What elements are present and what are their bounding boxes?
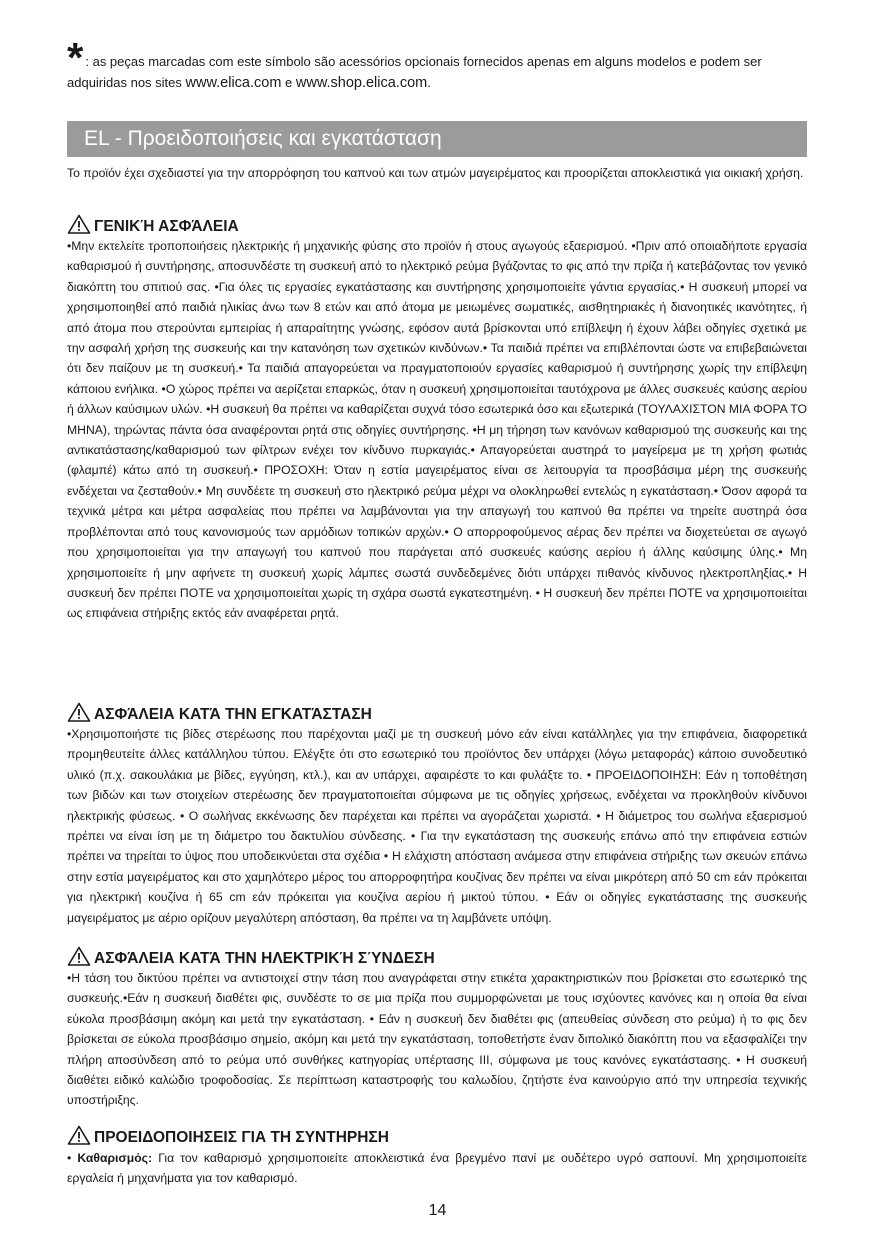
section-title: EL - Προειδοποιήσεις και εγκατάσταση: [67, 121, 807, 157]
heading-maintenance-text: ΠΡΟΕΙΔΟΠΟΙΗΣΕΙΣ ΓΙΑ ΤΗ ΣΥΝΤΗΡΗΣΗ: [94, 1129, 389, 1146]
heading-installation-safety-text: ΑΣΦΆΛΕΙΑ ΚΑΤΆ ΤΗΝ ΕΓΚΑΤΆΣΤΑΣΗ: [94, 706, 372, 723]
warning-icon: [67, 702, 91, 722]
heading-electrical-safety: [67, 946, 807, 970]
maintenance-text: [67, 1148, 807, 1189]
note-joiner: e: [281, 75, 296, 90]
heading-electrical-safety-text: ΑΣΦΆΛΕΙΑ ΚΑΤΆ ΤΗΝ ΗΛΕΚΤΡΙΚΉ ΣΎΝΔΕΣΗ: [94, 950, 435, 967]
general-safety-text: •Μην εκτελείτε τροποποιήσεις ηλεκτρικής ή μηχανικής φύσης στο προϊόν ή στους αγωγούς εξαερισμού. •Πριν από οποιαδήποτε εργασία καθαρισμού ή συντήρησης, αποσυνδέστε τη συσκευή από το ηλεκτρικό ρεύμα βγάζοντας το φις από την πρίζα ή κατεβάζοντας τον γενικό διακόπτη του σπιτιού σας. •Για όλες τις εργασίες εγκατάστασης και συντήρησης χρησιμοποιείτε γάντια εργασίας.• Η συσκευή μπορεί να χρησιμοποιηθεί από παιδιά ηλικίας άνω των 8 ετών και από άτομα με μειωμένες σωματικές, αισθητηριακές ή διανοητικές ικανότητες, ή από άτομα που στερούνται εμπειρίας ή απαραίτητης γνώσης, εφόσον αυτά βρίσκονται υπό επίβλεψη ή έχουν λάβει οδηγίες σχετικά με την ασφαλή χρήση της συσκευής και την κατανόηση των σχετικών κινδύνων.• Τα παιδιά πρέπει να επιβλέπονται ώστε να επιβεβαιώνεται ότι δεν παίζουν με τη συσκευή.• Τα παιδιά απαγορεύεται να πραγματοποιούν εργασίες καθαρισμού ή συντήρησης χωρίς την επίβλεψη κάποιου ενήλικα. •Ο χώρος πρέπει να αερίζεται επαρκώς, όταν η συσκευή χρησιμοποιείται ταυτόχρονα με άλλες συσκευές καύσης αερίου ή άλλων καύσιμων υλών. •Η συσκευή θα πρέπει να καθαρίζεται συχνά τόσο εσωτερικά όσο και εξωτερικά (ΤΟΥΛΑΧΙΣΤΟΝ ΜΙΑ ΦΟΡΑ ΤΟ ΜΗΝΑ), τηρώντας πάντα όσα αναφέρονται ρητά στις οδηγίες συντήρησης. •Η μη τήρηση των κανόνων καθαρισμού της συσκευής και της αντικατάστασης/καθαρισμού των φίλτρων ενέχει τον κίνδυνο πυρκαγιάς.• Απαγορεύεται αυστηρά το μαγείρεμα με τη χρήση φωτιάς (φλαμπέ) κάτω από τη συσκευή.• ΠΡΟΣΟΧΗ: Όταν η εστία μαγειρέματος είναι σε λειτουργία τα προσβάσιμα μέρη της συσκευής ενδέχεται να ζεσταθούν.• Μη συνδέετε τη συσκευή στο ηλεκτρικό ρεύμα μέχρι να ολοκληρωθεί εντελώς η εγκατάσταση.• Όσον αφορά τα τεχνικά μέτρα και μέτρα ασφαλείας που πρέπει να λαμβάνονται για την απαγωγή του καπνού θα πρέπει να τηρείτε αυστηρά όσα προβλέπονται από τους κανονισμούς των αρμόδιων τοπικών αρχών.• Ο απορροφούμενος αέρας δεν πρέπει να διοχετεύεται σε αγωγό που χρησιμοποιείται για την απαγωγή του καπνού που παράγεται από συσκευές καύσης αερίου ή άλλης καύσιμης ύλης.• Μη χρησιμοποιείτε ή μην αφήνετε τη συσκευή χωρίς λάμπες σωστά συνδεδεμένες διότι υπάρχει πιθανός κίνδυνος ηλεκτροπληξίας.• Η συσκευή δεν πρέπει ΠΟΤΕ να χρησιμοποιείται χωρίς τη σχάρα σωστά εγκατεστημένη. • Η συσκευή δεν πρέπει ΠΟΤΕ να χρησιμοποιείται ως επιφάνεια στήριξης εκτός εάν αναφέρεται ρητά.: [67, 239, 808, 621]
elica-shop-link[interactable]: www.shop.elica.com: [295, 75, 428, 91]
cleaning-label: Καθαρισμός:: [77, 1151, 153, 1165]
warning-icon: [67, 214, 91, 234]
warning-icon: [67, 946, 91, 966]
section-intro: Το προϊόν έχει σχεδιαστεί για την απορρόφηση του καπνού και των ατμών μαγειρέματος και προορίζεται αποκλειστικά για οικιακή χρήση.: [67, 166, 804, 180]
warning-icon: [67, 1125, 91, 1145]
heading-maintenance: [67, 1125, 807, 1149]
maintenance-bullet: •: [67, 1151, 78, 1165]
electrical-safety-text: •Η τάση του δικτύου πρέπει να αντιστοιχεί στην τάση που αναγράφεται στην ετικέτα χαρακτηριστικών που βρίσκεται στο εσωτερικό της συσκευής.•Εάν η συσκευή διαθέτει φις, συνδέστε το σε μια πρίζα που συμμορφώνεται με τους ισχύοντες κανόνες και η οποία θα είναι εύκολα προσβάσιμη ακόμη και μετά την εγκατάσταση. • Εάν η συσκευή δεν διαθέτει φις (απευθείας σύνδεση στο ρεύμα) ή το φις δεν βρίσκεται σε εύκολα προσβάσιμο σημείο, ακόμη και μετά την εγκατάσταση, τοποθετήστε έναν διπολικό διακόπτη που να εξασφαλίζει την πλήρη αποσύνδεση από το ρεύμα υπό συνθήκες κατηγορίας υπέρτασης III, σύμφωνα με τους κανόνες εγκατάστασης. • Η συσκευή διαθέτει ειδικό καλώδιο τροφοδοσίας. Σε περίπτωση καταστροφής του καλωδίου, ζητήστε ένα καινούργιο από την υπηρεσία τεχνικής υποστήριξης.: [67, 971, 807, 1108]
page-number: 14: [428, 1202, 447, 1219]
optional-parts-note: [67, 34, 807, 94]
heading-general-safety: [67, 214, 807, 238]
asterisk-icon: *: [67, 34, 84, 81]
note-end: .: [427, 75, 431, 90]
heading-general-safety-text: ΓΕΝΙΚΉ ΑΣΦΆΛΕΙΑ: [94, 218, 239, 235]
cleaning-text: Για τον καθαρισμό χρησιμοποιείτε αποκλειστικά ένα βρεγμένο πανί με ουδέτερο υγρό σαπουνί. Μη χρησιμοποιείτε εργαλεία ή μηχανήματα για τον καθαρισμό.: [67, 1151, 808, 1186]
installation-safety-text: •Χρησιμοποιήστε τις βίδες στερέωσης που παρέχονται μαζί με τη συσκευή μόνο εάν είναι κατάλληλες για την επιφάνεια, διαφορετικά προμηθευτείτε άλλες κατάλληλου τύπου. Ελέγξτε ότι στο εσωτερικό του προϊόντος δεν υπάρχει (λόγω μεταφοράς) κάποιο συνοδευτικό υλικό (π.χ. σακουλάκια με βίδες, εγγύηση, κτλ.), και αν υπάρχει, αφαιρέστε το και φυλάξτε το. • ΠΡΟΕΙΔΟΠΟΙΗΣΗ: Εάν η τοποθέτηση των βιδών και των στοιχείων στερέωσης δεν πραγματοποιείται σύμφωνα με τις οδηγίες χρήσεως, ενδέχεται να προκληθούν κίνδυνοι ηλεκτρικής φύσεως. • Ο σωλήνας εκκένωσης δεν παρέχεται και πρέπει να αγοράζεται χωριστά. • Η διάμετρος του σωλήνα εξαερισμού πρέπει να είναι ίση με τη διάμετρο του δακτυλίου σύνδεσης. • Για την εγκατάσταση της συσκευής επάνω από την επιφάνεια εστιών πρέπει να τηρείται το ύψος που υποδεικνύεται στα σχέδια • Η ελάχιστη απόσταση ανάμεσα στην επιφάνεια στήριξης των σκευών επάνω στην εστία μαγειρέματος και στο χαμηλότερο μέρος του απορροφητήρα κουζίνας δεν πρέπει να είναι μικρότερη από 50 cm εάν πρόκειται για ηλεκτρική κουζίνα ή 65 cm εάν πρόκειται για κουζίνα αερίου ή μικτού τύπου. • Εάν οι οδηγίες εγκατάστασης της συσκευής μαγειρέματος με αέριο ορίζουν μεγαλύτερη απόσταση, θα πρέπει να τη λαμβάνετε υπόψη.: [67, 727, 807, 925]
elica-link[interactable]: www.elica.com: [185, 75, 282, 91]
note-text: : as peças marcadas com este símbolo são acessórios opcionais fornecidos apenas em alguns modelos e podem ser adquiridas nos sites: [67, 54, 762, 90]
heading-installation-safety: [67, 702, 807, 726]
